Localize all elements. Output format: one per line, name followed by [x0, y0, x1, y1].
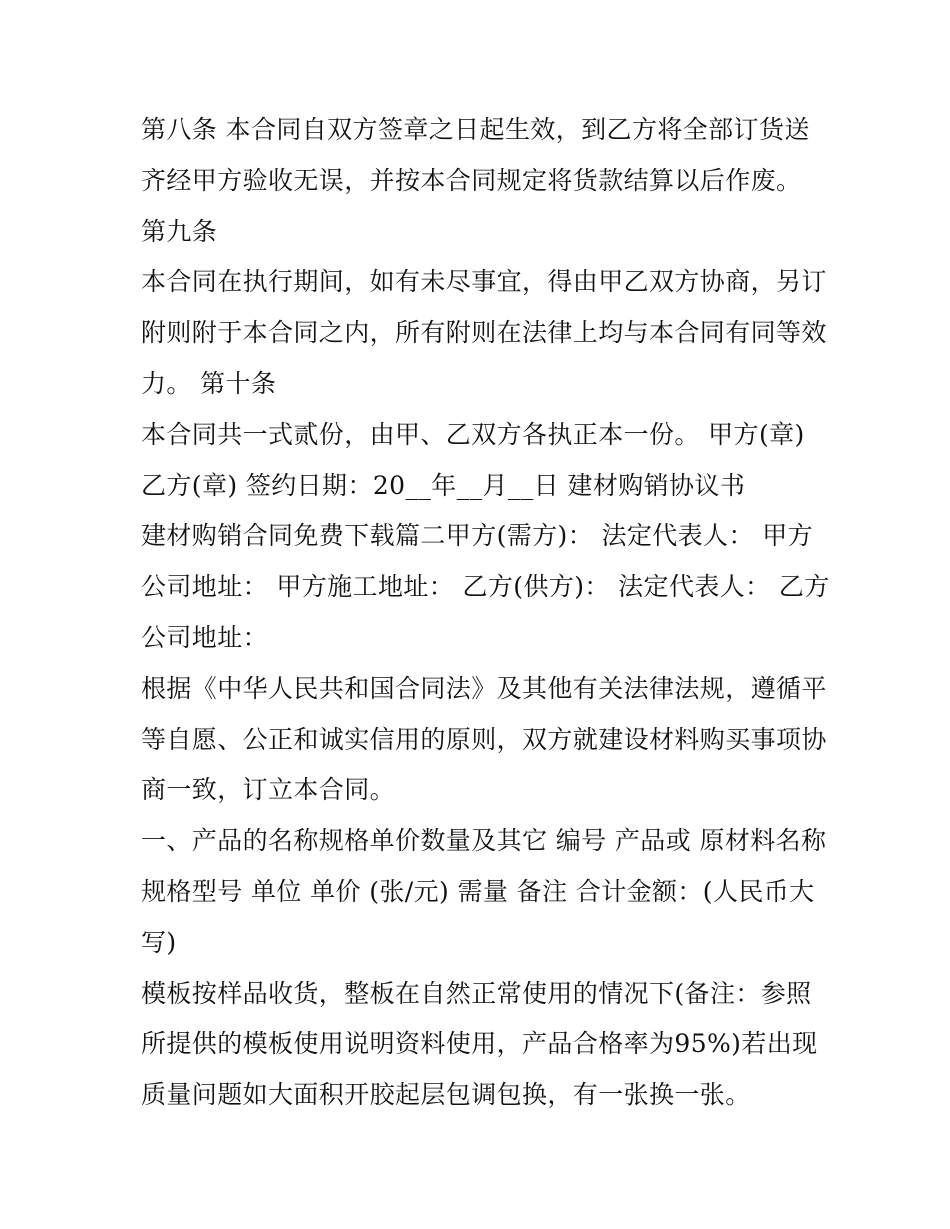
text-line: 质量问题如大面积开胶起层包调包换，有一张换一张。	[141, 1080, 751, 1110]
text-line: 第九条	[141, 216, 218, 246]
text-line: 力。 第十条	[141, 368, 277, 398]
text-line: 公司地址： 甲方施工地址： 乙方(供方)： 法定代表人： 乙方	[141, 572, 830, 602]
text-line: 第八条 本合同自双方签章之日起生效，到乙方将全部订货送	[141, 115, 810, 144]
contract-text	[141, 105, 831, 1121]
text-line: 根据《中华人民共和国合同法》及其他有关法律法规，遵循平	[141, 673, 827, 703]
text-line: 本合同在执行期间，如有未尽事宜，得由甲乙双方协商，另订	[141, 267, 827, 297]
text-line: 本合同共一式贰份，由甲、乙双方各执正本一份。 甲方(章)	[141, 419, 805, 449]
text-line: 写)	[141, 927, 177, 957]
text-line: 公司地址：	[141, 622, 269, 652]
text-line: 乙方(章) 签约日期：20__年__月__日 建材购销协议书	[141, 470, 746, 500]
text-line: 建材购销合同免费下载篇二甲方(需方)： 法定代表人： 甲方	[141, 521, 814, 551]
text-line: 所提供的模板使用说明资料使用，产品合格率为95%)若出现	[141, 1029, 818, 1059]
text-line: 模板按样品收货，整板在自然正常使用的情况下(备注：参照	[141, 978, 812, 1008]
text-line: 一、产品的名称规格单价数量及其它 编号 产品或 原材料名称	[141, 826, 827, 856]
text-line: 商一致，订立本合同。	[141, 775, 396, 805]
text-line: 规格型号 单位 单价 (张/元) 需量 备注 合计金额：(人民币大	[141, 876, 815, 906]
text-line: 附则附于本合同之内，所有附则在法律上均与本合同有同等效	[141, 318, 827, 348]
text-line: 齐经甲方验收无误，并按本合同规定将货款结算以后作废。	[141, 165, 802, 195]
text-line: 等自愿、公正和诚实信用的原则，双方就建设材料购买事项协	[141, 724, 827, 754]
